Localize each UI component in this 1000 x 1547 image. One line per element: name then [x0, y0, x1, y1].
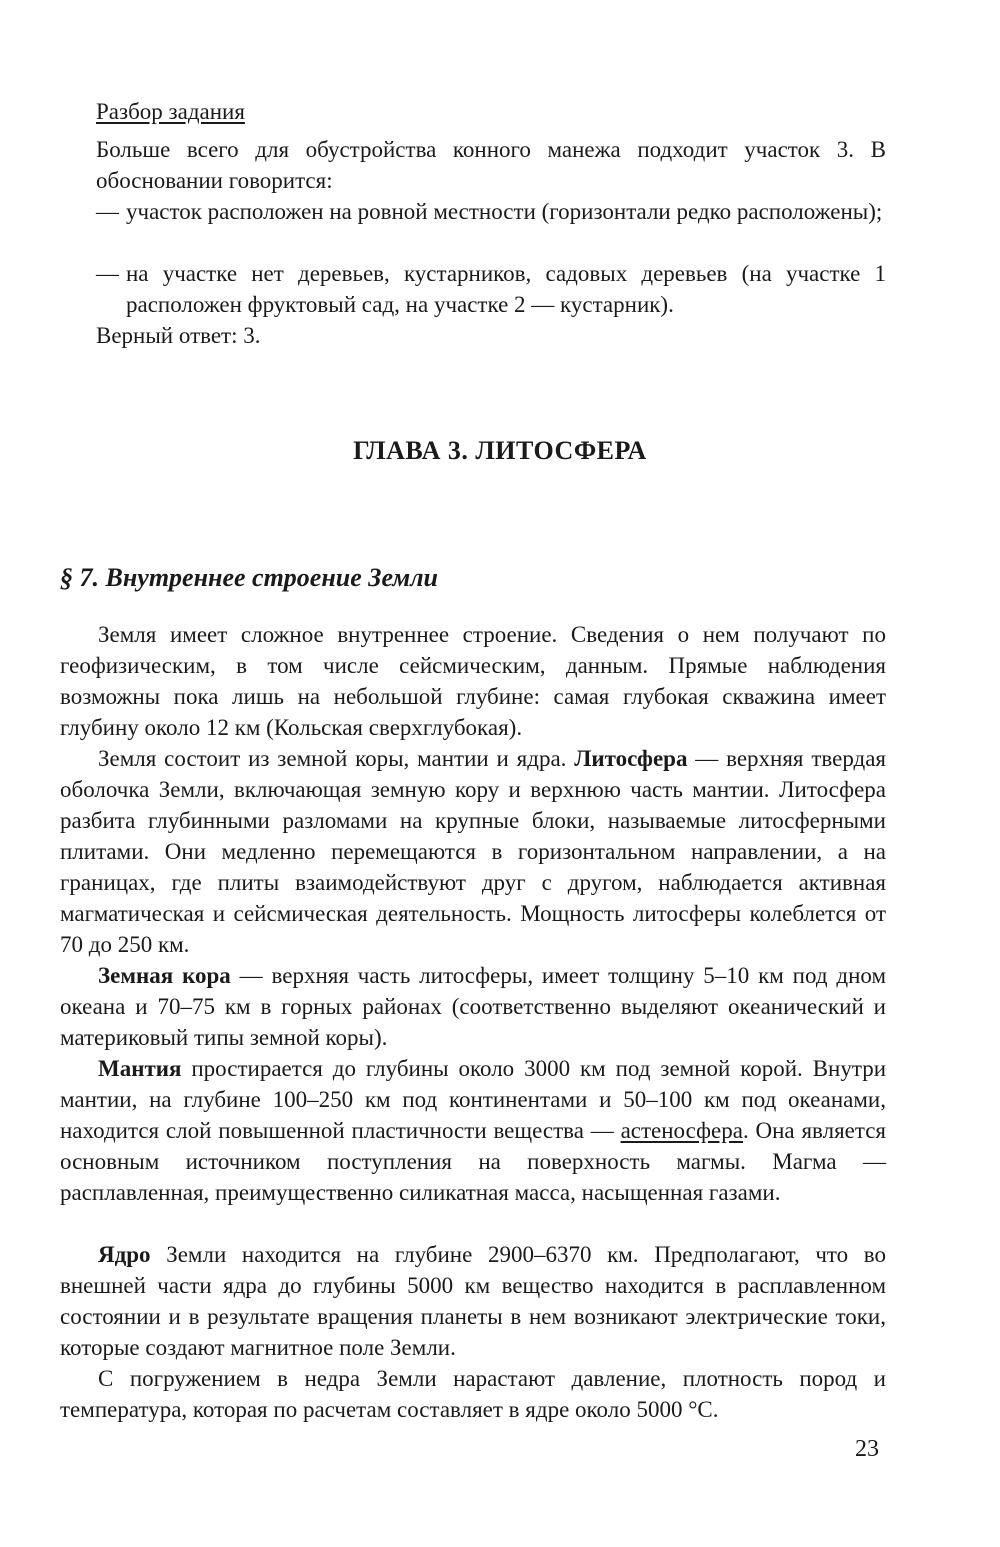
paragraph-lithosphere: [60, 743, 886, 960]
paragraph-text: Земли находится на глубине 2900–6370 км. Предполагают, что во внешней части ядра до глубины 5000 км вещество находится в расплавленном состоянии и в результате вращения планеты в нем возникают электрические токи, которые создают магнитное поле Земли.: [60, 1242, 887, 1360]
analysis-intro: Больше всего для обустройства конного манежа подходит участок 3. В обосновании говорится:: [96, 137, 886, 193]
chapter-title: ГЛАВА 3. ЛИТОСФЕРА: [353, 436, 647, 465]
analysis-list-item: [96, 196, 886, 227]
paragraph-text: простирается до глубины около 3000 км под земной корой. Внутри мантии, на глубине 100–250 км под континентами и 50–100 км под океанами, находится слой повышенной пластичности вещества —: [60, 1056, 886, 1143]
paragraph-intro: Земля имеет сложное внутреннее строение. Сведения о нем получают по геофизическим, в том числе сейсмическим, данным. Прямые наблюдения возможны пока лишь на небольшой глубине: самая глубокая скважина имеет глубину около 12 км (Кольская сверхглубокая).: [60, 622, 886, 740]
analysis-heading: Разбор задания: [96, 99, 245, 124]
dash-bullet: —: [96, 199, 119, 224]
term-lithosphere: Литосфера: [574, 746, 688, 771]
analysis-list-item: [96, 258, 886, 320]
term-mantle: Мантия: [98, 1056, 182, 1081]
term-core: Ядро: [98, 1242, 151, 1267]
dash-bullet: —: [96, 261, 119, 286]
term-asthenosphere: астеносфера: [620, 1118, 743, 1143]
paragraph-crust: [60, 960, 886, 1053]
paragraph-mantle: [60, 1053, 886, 1208]
paragraph-text: Земля состоит из земной коры, мантии и ядра.: [98, 746, 567, 771]
paragraph-text: . Она является основным источником поступления на поверхность магмы. Магма — расплавленная, преимущественно силикатная масса, насыщенная газами.: [60, 1118, 886, 1205]
paragraph-core: [60, 1239, 886, 1363]
page-number: 23: [855, 1436, 879, 1462]
analysis-answer: Верный ответ: 3.: [96, 323, 261, 348]
analysis-list-item-text: на участке нет деревьев, кустарников, садовых деревьев (на участке 1 расположен фруктовый сад, на участке 2 — кустарник).: [126, 261, 886, 317]
paragraph-text: — верхняя часть литосферы, имеет толщину 5–10 км под дном океана и 70–75 км в горных районах (соответственно выделяют океанический и материковый типы земной коры).: [60, 963, 887, 1050]
term-crust: Земная кора: [98, 963, 231, 988]
paragraph-depth: С погружением в недра Земли нарастают давление, плотность пород и температура, которая по расчетам составляет в ядре около 5000 °C.: [60, 1366, 886, 1422]
paragraph-text: — верхняя твердая оболочка Земли, включающая земную кору и верхнюю часть мантии. Литосфера разбита глубинными разломами на крупные блоки, называемые литосферными плитами. Они медленно перемещаются в горизонтальном направлении, а на границах, где плиты взаимодействуют друг с другом, наблюдается активная магматическая и сейсмическая деятельность. Мощность литосферы колеблется от 70 до 250 км.: [60, 746, 887, 957]
section-title: § 7. Внутреннее строение Земли: [60, 563, 439, 592]
analysis-list-item-text: участок расположен на ровной местности (горизонтали редко расположены);: [126, 199, 883, 224]
